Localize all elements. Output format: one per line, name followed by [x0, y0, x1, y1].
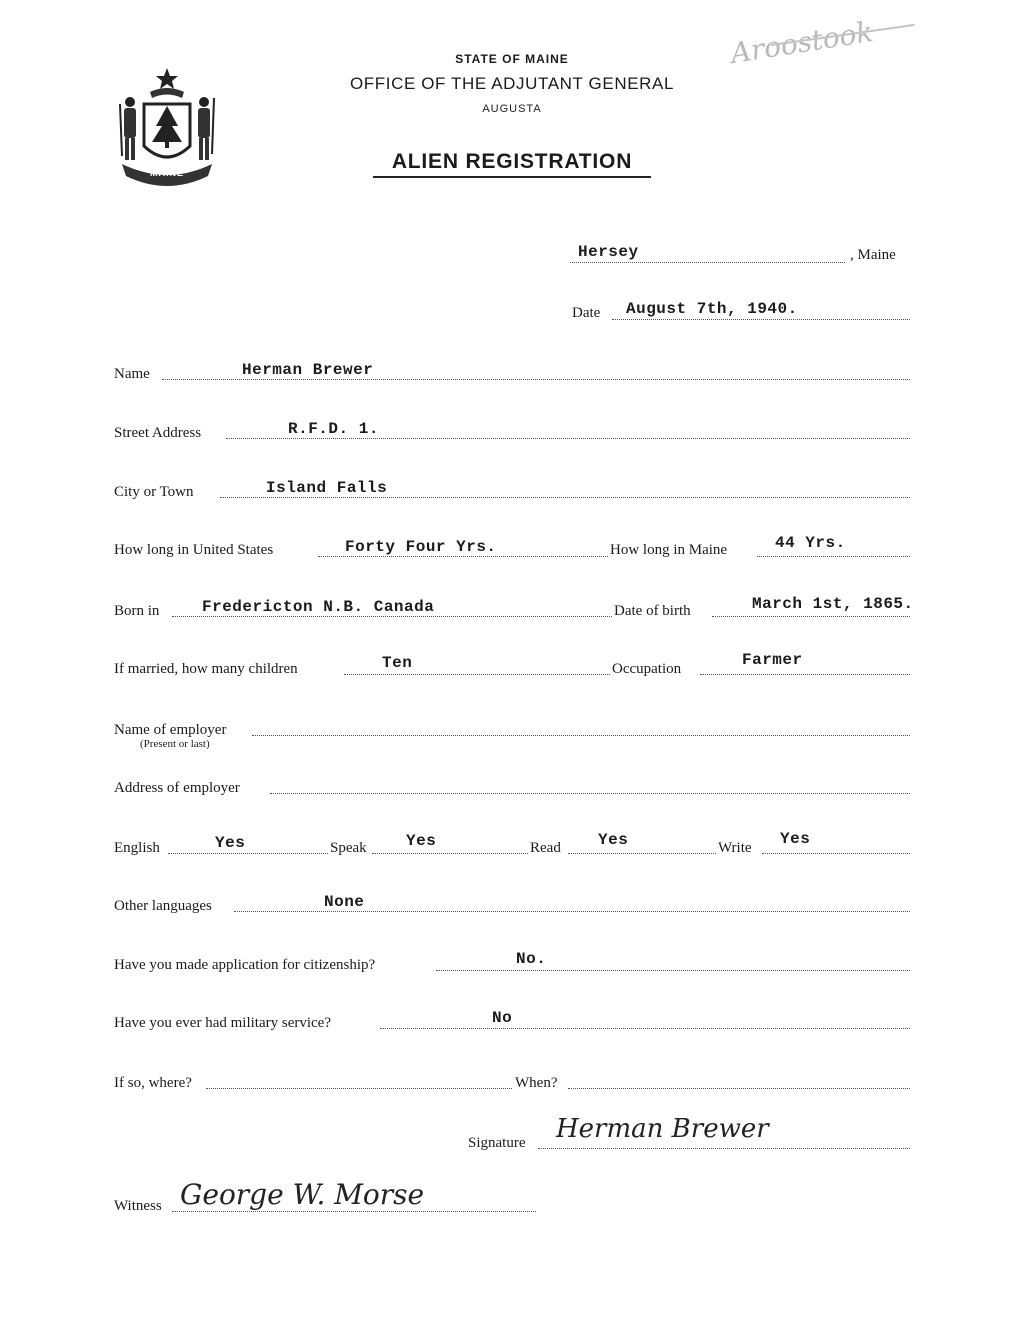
signature-label: Signature	[468, 1135, 526, 1151]
occupation-label: Occupation	[612, 661, 682, 677]
read-label: Read	[530, 840, 561, 856]
write-label: Write	[718, 840, 752, 856]
city-town-line	[220, 497, 910, 498]
read-line	[568, 853, 716, 854]
us-time-value: Forty Four Yrs.	[345, 538, 497, 556]
street-label: Street Address	[114, 425, 202, 441]
english-line	[168, 853, 328, 854]
born-line	[172, 616, 612, 617]
street-line	[226, 438, 910, 439]
military-value: No	[492, 1009, 513, 1027]
name-label: Name	[114, 366, 150, 382]
other-languages-line	[234, 911, 910, 912]
page-title: ALIEN REGISTRATION	[391, 150, 633, 173]
county-annotation: Aroostook	[728, 14, 876, 71]
witness-label: Witness	[114, 1198, 162, 1214]
witness-value: George W. Morse	[180, 1178, 425, 1211]
maine-time-label: How long in Maine	[610, 542, 728, 558]
when-line	[568, 1088, 910, 1089]
office-heading: OFFICE OF THE ADJUTANT GENERAL	[349, 74, 675, 93]
date-line	[612, 319, 910, 320]
maine-time-line	[757, 556, 910, 557]
where-line	[206, 1088, 512, 1089]
name-line	[162, 379, 910, 380]
other-languages-value: None	[324, 893, 365, 911]
born-value: Fredericton N.B. Canada	[202, 598, 435, 616]
write-line	[762, 853, 910, 854]
employer-address-label: Address of employer	[114, 780, 240, 796]
maine-time-value: 44 Yrs.	[775, 534, 846, 552]
place-suffix: , Maine	[850, 247, 896, 263]
where-label: If so, where?	[114, 1075, 192, 1091]
city-town-value: Island Falls	[266, 479, 388, 497]
state-seal	[112, 64, 222, 188]
other-languages-label: Other languages	[114, 898, 212, 914]
employer-sublabel: (Present or last)	[140, 738, 210, 750]
read-value: Yes	[598, 831, 629, 849]
date-value: August 7th, 1940.	[626, 300, 798, 318]
children-line	[344, 674, 610, 675]
write-value: Yes	[780, 830, 811, 848]
dob-line	[712, 616, 910, 617]
born-label: Born in	[114, 603, 160, 619]
place-line	[570, 262, 845, 263]
citizenship-line	[436, 970, 910, 971]
employer-address-line	[270, 793, 910, 794]
children-label: If married, how many children	[114, 661, 298, 677]
seal-banner-text: MAINE	[150, 168, 184, 178]
us-time-label: How long in United States	[114, 542, 274, 558]
occupation-value: Farmer	[742, 651, 803, 669]
city-town-label: City or Town	[114, 484, 194, 500]
city-heading: AUGUSTA	[482, 103, 542, 115]
when-label: When?	[515, 1075, 558, 1091]
signature-value: Herman Brewer	[556, 1114, 769, 1144]
state-heading: STATE OF MAINE	[455, 52, 569, 66]
citizenship-label: Have you made application for citizenship?	[114, 957, 376, 973]
speak-label: Speak	[330, 840, 367, 856]
title-underline	[373, 176, 651, 178]
dob-label: Date of birth	[614, 603, 691, 619]
employer-label: Name of employer	[114, 722, 227, 738]
us-time-line	[318, 556, 608, 557]
dob-value: March 1st, 1865.	[752, 595, 914, 613]
children-value: Ten	[382, 654, 413, 672]
employer-line	[252, 735, 910, 736]
signature-line	[538, 1148, 910, 1149]
occupation-line	[700, 674, 910, 675]
date-label: Date	[572, 305, 601, 321]
street-value: R.F.D. 1.	[288, 420, 379, 438]
speak-line	[372, 853, 528, 854]
citizenship-value: No.	[516, 950, 547, 968]
english-value: Yes	[215, 834, 246, 852]
military-label: Have you ever had military service?	[114, 1015, 331, 1031]
witness-line	[172, 1211, 536, 1212]
military-line	[380, 1028, 910, 1029]
speak-value: Yes	[406, 832, 437, 850]
english-label: English	[114, 840, 160, 856]
name-value: Herman Brewer	[242, 361, 374, 379]
place-value: Hersey	[578, 243, 639, 261]
